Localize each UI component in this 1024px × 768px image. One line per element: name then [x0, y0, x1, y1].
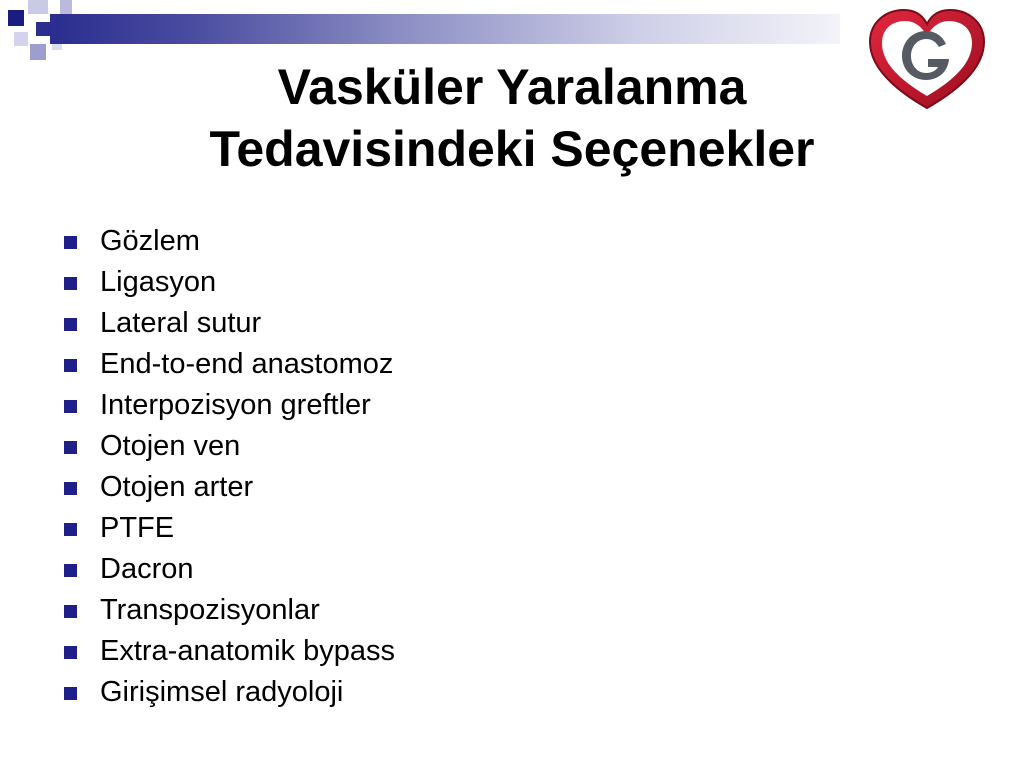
title-line-1: Vasküler Yaralanma — [277, 59, 747, 115]
square-bullet-icon — [64, 400, 77, 413]
header-gradient-bar — [50, 14, 840, 44]
deco-square — [14, 32, 28, 46]
list-item — [62, 632, 395, 673]
list-item-text: Dacron — [100, 553, 194, 585]
list-item-text: Girişimsel radyoloji — [100, 676, 344, 708]
list-item — [62, 263, 395, 304]
square-bullet-icon — [64, 236, 77, 249]
title-line-2: Tedavisindeki Seçenekler — [209, 121, 815, 177]
list-item-text: Otojen ven — [100, 430, 241, 462]
list-item-text: Transpozisyonlar — [100, 594, 320, 626]
square-bullet-icon — [64, 687, 77, 700]
list-item-text: End-to-end anastomoz — [100, 348, 394, 380]
list-item-text: Interpozisyon greftler — [100, 389, 371, 421]
list-item-text: Ligasyon — [100, 266, 217, 298]
square-bullet-icon — [64, 482, 77, 495]
list-item-text: PTFE — [100, 512, 175, 544]
list-item-text: Lateral sutur — [100, 307, 262, 339]
page-title — [0, 56, 1024, 180]
square-bullet-icon — [64, 277, 77, 290]
square-bullet-icon — [64, 318, 77, 331]
list-item — [62, 345, 395, 386]
list-item — [62, 509, 395, 550]
square-bullet-icon — [64, 441, 77, 454]
list-item — [62, 468, 395, 509]
square-bullet-icon — [64, 359, 77, 372]
treatment-options-list — [62, 222, 395, 714]
square-bullet-icon — [64, 523, 77, 536]
deco-square — [36, 22, 50, 36]
square-bullet-icon — [64, 646, 77, 659]
deco-square — [8, 10, 24, 26]
list-item — [62, 222, 395, 263]
list-item — [62, 304, 395, 345]
deco-square — [60, 0, 72, 14]
list-item — [62, 673, 395, 714]
deco-square — [28, 0, 48, 14]
list-item — [62, 591, 395, 632]
list-item — [62, 427, 395, 468]
list-item — [62, 386, 395, 427]
list-item-text: Gözlem — [100, 225, 200, 257]
square-bullet-icon — [64, 605, 77, 618]
list-item — [62, 550, 395, 591]
list-item-text: Otojen arter — [100, 471, 254, 503]
list-item-text: Extra-anatomik bypass — [100, 635, 395, 667]
square-bullet-icon — [64, 564, 77, 577]
